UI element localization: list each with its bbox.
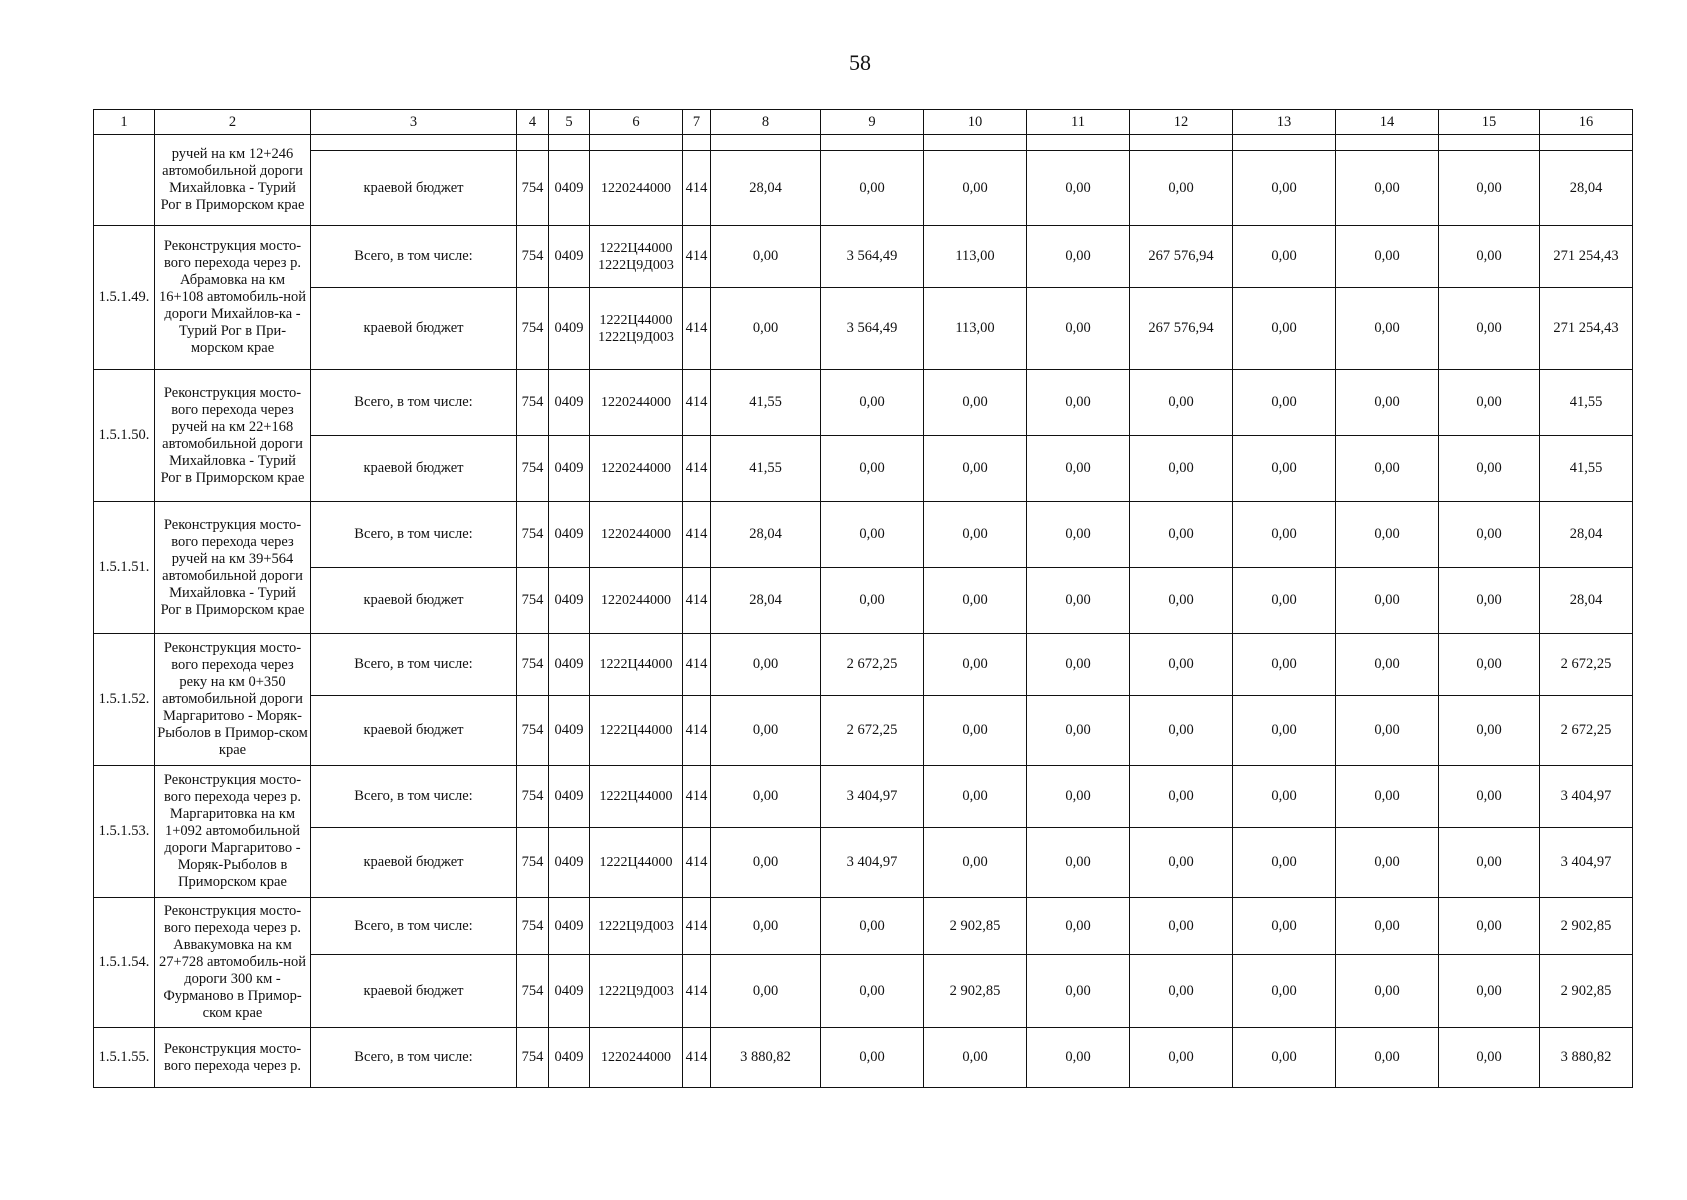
value-cell: 41,55 — [1540, 370, 1633, 436]
blank-cell — [549, 135, 590, 151]
value-cell: 271 254,43 — [1540, 288, 1633, 370]
value-cell: 0,00 — [711, 634, 821, 696]
value-cell: 0,00 — [821, 151, 924, 226]
code-col6: 1222Ц9Д003 — [590, 898, 683, 955]
blank-cell — [1336, 135, 1439, 151]
value-cell: 2 672,25 — [1540, 696, 1633, 766]
value-cell: 0,00 — [1027, 370, 1130, 436]
value-cell: 0,00 — [1233, 568, 1336, 634]
code-col5: 0409 — [549, 436, 590, 502]
value-cell: 0,00 — [1439, 898, 1540, 955]
value-cell: 0,00 — [1439, 766, 1540, 828]
value-cell: 0,00 — [1439, 370, 1540, 436]
code-col7: 414 — [683, 370, 711, 436]
budget-table — [93, 109, 1633, 1088]
value-cell: 0,00 — [1130, 370, 1233, 436]
code-col6: 1222Ц44000 — [590, 766, 683, 828]
table-row — [94, 955, 1633, 1028]
item-name: Реконструкция мосто-вого перехода через ручей на км 22+168 автомобильной дороги Михайловка - Турий Рог в Приморском крае — [155, 370, 311, 502]
value-cell: 0,00 — [1130, 634, 1233, 696]
value-cell: 0,00 — [1336, 1028, 1439, 1088]
value-cell: 0,00 — [1027, 151, 1130, 226]
value-cell: 0,00 — [1336, 898, 1439, 955]
code-col6: 1220244000 — [590, 151, 683, 226]
column-header: 13 — [1233, 110, 1336, 135]
code-col5: 0409 — [549, 898, 590, 955]
value-cell: 0,00 — [1439, 568, 1540, 634]
table-row — [94, 1028, 1633, 1088]
column-number-row — [94, 110, 1633, 135]
value-cell: 0,00 — [1130, 766, 1233, 828]
value-cell: 0,00 — [1027, 568, 1130, 634]
column-header: 10 — [924, 110, 1027, 135]
value-cell: 0,00 — [1233, 436, 1336, 502]
item-number: 1.5.1.49. — [94, 226, 155, 370]
code-col5: 0409 — [549, 955, 590, 1028]
code-col5: 0409 — [549, 151, 590, 226]
value-cell: 0,00 — [1336, 696, 1439, 766]
item-name: Реконструкция мосто-вого перехода через р. Аввакумовка на км 27+728 автомобиль-ной дороги 300 км - Фурманово в Примор-ском крае — [155, 898, 311, 1028]
value-cell: 0,00 — [1336, 226, 1439, 288]
blank-cell — [924, 135, 1027, 151]
column-header: 14 — [1336, 110, 1439, 135]
value-cell: 28,04 — [1540, 568, 1633, 634]
code-col4: 754 — [517, 696, 549, 766]
value-cell: 0,00 — [1027, 955, 1130, 1028]
code-col7: 414 — [683, 151, 711, 226]
value-cell: 0,00 — [1233, 828, 1336, 898]
value-cell: 0,00 — [924, 634, 1027, 696]
value-cell: 0,00 — [1233, 1028, 1336, 1088]
value-cell: 0,00 — [1233, 955, 1336, 1028]
code-col7: 414 — [683, 634, 711, 696]
blank-cell — [1439, 135, 1540, 151]
value-cell: 0,00 — [1336, 828, 1439, 898]
value-cell: 0,00 — [1027, 436, 1130, 502]
value-cell: 0,00 — [1027, 898, 1130, 955]
value-cell: 271 254,43 — [1540, 226, 1633, 288]
value-cell: 0,00 — [1233, 288, 1336, 370]
item-number: 1.5.1.50. — [94, 370, 155, 502]
code-col5: 0409 — [549, 766, 590, 828]
value-cell: 0,00 — [924, 828, 1027, 898]
value-cell: 3 404,97 — [821, 766, 924, 828]
item-number: 1.5.1.55. — [94, 1028, 155, 1088]
page-number: 58 — [849, 50, 871, 75]
item-name: Реконструкция мосто-вого перехода через реку на км 0+350 автомобильной дороги Маргаритово - Моряк-Рыболов в Примор-ском крае — [155, 634, 311, 766]
code-col4: 754 — [517, 1028, 549, 1088]
value-cell: 0,00 — [821, 436, 924, 502]
code-col7: 414 — [683, 436, 711, 502]
value-cell: 0,00 — [1130, 151, 1233, 226]
value-cell: 0,00 — [1439, 436, 1540, 502]
value-cell: 41,55 — [711, 436, 821, 502]
code-col7: 414 — [683, 226, 711, 288]
value-cell: 0,00 — [924, 370, 1027, 436]
value-cell: 0,00 — [1439, 634, 1540, 696]
item-name: Реконструкция мосто-вого перехода через р. Абрамовка на км 16+108 автомобиль-ной дороги Михайлов-ка - Турий Рог в При-морском крае — [155, 226, 311, 370]
item-number: 1.5.1.51. — [94, 502, 155, 634]
value-cell: 0,00 — [1439, 828, 1540, 898]
value-cell: 0,00 — [1130, 436, 1233, 502]
code-col7: 414 — [683, 1028, 711, 1088]
funding-source: Всего, в том числе: — [311, 634, 517, 696]
column-header: 1 — [94, 110, 155, 135]
code-col6: 1220244000 — [590, 502, 683, 568]
value-cell: 0,00 — [1027, 502, 1130, 568]
code-col4: 754 — [517, 828, 549, 898]
value-cell: 0,00 — [1027, 766, 1130, 828]
funding-source: Всего, в том числе: — [311, 766, 517, 828]
code-col5: 0409 — [549, 634, 590, 696]
blank-cell — [711, 135, 821, 151]
code-col6: 1222Ц44000 — [590, 828, 683, 898]
code-col4: 754 — [517, 226, 549, 288]
value-cell: 0,00 — [821, 568, 924, 634]
code-col5: 0409 — [549, 568, 590, 634]
code-col4: 754 — [517, 502, 549, 568]
funding-source: краевой бюджет — [311, 696, 517, 766]
funding-source: Всего, в том числе: — [311, 502, 517, 568]
column-header: 12 — [1130, 110, 1233, 135]
blank-cell — [1130, 135, 1233, 151]
column-header: 16 — [1540, 110, 1633, 135]
value-cell: 0,00 — [1027, 1028, 1130, 1088]
value-cell: 0,00 — [1130, 1028, 1233, 1088]
code-col4: 754 — [517, 898, 549, 955]
code-col4: 754 — [517, 766, 549, 828]
value-cell: 267 576,94 — [1130, 226, 1233, 288]
funding-source: краевой бюджет — [311, 955, 517, 1028]
value-cell: 0,00 — [711, 955, 821, 1028]
value-cell: 0,00 — [924, 766, 1027, 828]
table-row — [94, 151, 1633, 226]
column-header: 6 — [590, 110, 683, 135]
code-col7: 414 — [683, 955, 711, 1028]
column-header: 7 — [683, 110, 711, 135]
value-cell: 0,00 — [711, 898, 821, 955]
column-header: 3 — [311, 110, 517, 135]
value-cell: 0,00 — [924, 502, 1027, 568]
value-cell: 0,00 — [1130, 828, 1233, 898]
funding-source: краевой бюджет — [311, 568, 517, 634]
value-cell: 0,00 — [1027, 696, 1130, 766]
code-col6: 1220244000 — [590, 370, 683, 436]
code-col6: 1222Ц44000 — [590, 696, 683, 766]
value-cell: 2 672,25 — [821, 634, 924, 696]
value-cell: 0,00 — [821, 370, 924, 436]
value-cell: 0,00 — [1439, 696, 1540, 766]
code-col6: 1220244000 — [590, 568, 683, 634]
value-cell: 0,00 — [1130, 898, 1233, 955]
item-number: 1.5.1.53. — [94, 766, 155, 898]
value-cell: 2 672,25 — [1540, 634, 1633, 696]
value-cell: 0,00 — [1233, 634, 1336, 696]
code-col4: 754 — [517, 436, 549, 502]
item-number: 1.5.1.54. — [94, 898, 155, 1028]
value-cell: 113,00 — [924, 226, 1027, 288]
code-col7: 414 — [683, 696, 711, 766]
value-cell: 2 902,85 — [924, 898, 1027, 955]
value-cell: 0,00 — [1336, 955, 1439, 1028]
column-header: 15 — [1439, 110, 1540, 135]
code-col7: 414 — [683, 766, 711, 828]
item-name: ручей на км 12+246 автомобильной дороги Михайловка - Турий Рог в Приморском крае — [155, 135, 311, 226]
blank-cell — [683, 135, 711, 151]
table-row — [94, 436, 1633, 502]
value-cell: 3 880,82 — [1540, 1028, 1633, 1088]
value-cell: 3 880,82 — [711, 1028, 821, 1088]
code-col6: 1220244000 — [590, 1028, 683, 1088]
value-cell: 0,00 — [1439, 955, 1540, 1028]
code-col5: 0409 — [549, 288, 590, 370]
blank-cell — [1540, 135, 1633, 151]
value-cell: 3 404,97 — [1540, 828, 1633, 898]
value-cell: 0,00 — [1336, 502, 1439, 568]
value-cell: 0,00 — [1233, 696, 1336, 766]
column-header: 5 — [549, 110, 590, 135]
value-cell: 0,00 — [821, 955, 924, 1028]
item-number: 1.5.1.52. — [94, 634, 155, 766]
table-row — [94, 502, 1633, 568]
code-col4: 754 — [517, 370, 549, 436]
value-cell: 113,00 — [924, 288, 1027, 370]
value-cell: 3 564,49 — [821, 226, 924, 288]
code-col5: 0409 — [549, 828, 590, 898]
blank-cell — [517, 135, 549, 151]
column-header: 4 — [517, 110, 549, 135]
table-row — [94, 898, 1633, 955]
funding-source: Всего, в том числе: — [311, 370, 517, 436]
value-cell: 0,00 — [821, 898, 924, 955]
funding-source: краевой бюджет — [311, 436, 517, 502]
value-cell: 0,00 — [1233, 502, 1336, 568]
item-name: Реконструкция мосто-вого перехода через р. — [155, 1028, 311, 1088]
column-header: 8 — [711, 110, 821, 135]
value-cell: 0,00 — [924, 436, 1027, 502]
value-cell: 41,55 — [1540, 436, 1633, 502]
value-cell: 0,00 — [1439, 288, 1540, 370]
funding-source: краевой бюджет — [311, 151, 517, 226]
value-cell: 0,00 — [1336, 568, 1439, 634]
value-cell: 0,00 — [1233, 370, 1336, 436]
value-cell: 0,00 — [1027, 288, 1130, 370]
blank-cell — [821, 135, 924, 151]
value-cell: 0,00 — [1439, 502, 1540, 568]
code-col5: 0409 — [549, 696, 590, 766]
code-col6: 1222Ц44000 1222Ц9Д003 — [590, 226, 683, 288]
funding-source: Всего, в том числе: — [311, 226, 517, 288]
value-cell: 0,00 — [1233, 898, 1336, 955]
value-cell: 3 564,49 — [821, 288, 924, 370]
funding-source: краевой бюджет — [311, 288, 517, 370]
code-col5: 0409 — [549, 502, 590, 568]
blank-cell — [590, 135, 683, 151]
value-cell: 0,00 — [1336, 151, 1439, 226]
code-col7: 414 — [683, 568, 711, 634]
value-cell: 0,00 — [1130, 696, 1233, 766]
table-row — [94, 696, 1633, 766]
value-cell: 0,00 — [1130, 502, 1233, 568]
code-col6: 1222Ц9Д003 — [590, 955, 683, 1028]
value-cell: 0,00 — [1233, 226, 1336, 288]
table-row — [94, 226, 1633, 288]
value-cell: 0,00 — [1336, 436, 1439, 502]
column-header: 9 — [821, 110, 924, 135]
code-col4: 754 — [517, 288, 549, 370]
value-cell: 0,00 — [1439, 226, 1540, 288]
value-cell: 28,04 — [711, 502, 821, 568]
value-cell: 0,00 — [1130, 955, 1233, 1028]
value-cell: 2 902,85 — [1540, 955, 1633, 1028]
blank-cell — [1233, 135, 1336, 151]
table-row — [94, 288, 1633, 370]
code-col7: 414 — [683, 828, 711, 898]
value-cell: 0,00 — [924, 696, 1027, 766]
value-cell: 0,00 — [1439, 1028, 1540, 1088]
value-cell: 28,04 — [1540, 151, 1633, 226]
code-col6: 1222Ц44000 — [590, 634, 683, 696]
value-cell: 0,00 — [711, 288, 821, 370]
value-cell: 0,00 — [711, 828, 821, 898]
code-col4: 754 — [517, 568, 549, 634]
value-cell: 28,04 — [711, 568, 821, 634]
table-row — [94, 766, 1633, 828]
value-cell: 28,04 — [711, 151, 821, 226]
code-col5: 0409 — [549, 1028, 590, 1088]
code-col4: 754 — [517, 634, 549, 696]
value-cell: 0,00 — [711, 226, 821, 288]
table-row — [94, 828, 1633, 898]
code-col5: 0409 — [549, 370, 590, 436]
value-cell: 0,00 — [1336, 766, 1439, 828]
value-cell: 0,00 — [924, 1028, 1027, 1088]
value-cell: 28,04 — [1540, 502, 1633, 568]
column-header: 2 — [155, 110, 311, 135]
blank-cell — [311, 135, 517, 151]
item-name: Реконструкция мосто-вого перехода через р. Маргаритовка на км 1+092 автомобильной дороги Маргаритово - Моряк-Рыболов в Приморском крае — [155, 766, 311, 898]
funding-source: краевой бюджет — [311, 828, 517, 898]
value-cell: 0,00 — [1027, 226, 1130, 288]
code-col7: 414 — [683, 502, 711, 568]
code-col6: 1222Ц44000 1222Ц9Д003 — [590, 288, 683, 370]
code-col5: 0409 — [549, 226, 590, 288]
value-cell: 41,55 — [711, 370, 821, 436]
value-cell: 0,00 — [1233, 151, 1336, 226]
code-col6: 1220244000 — [590, 436, 683, 502]
value-cell: 0,00 — [821, 502, 924, 568]
value-cell: 0,00 — [1027, 828, 1130, 898]
value-cell: 2 672,25 — [821, 696, 924, 766]
value-cell: 0,00 — [924, 151, 1027, 226]
continuation-strip-row — [94, 135, 1633, 151]
value-cell: 0,00 — [711, 696, 821, 766]
code-col4: 754 — [517, 955, 549, 1028]
value-cell: 0,00 — [1130, 568, 1233, 634]
value-cell: 0,00 — [1336, 370, 1439, 436]
value-cell: 0,00 — [1336, 634, 1439, 696]
code-col7: 414 — [683, 288, 711, 370]
value-cell: 267 576,94 — [1130, 288, 1233, 370]
item-name: Реконструкция мосто-вого перехода через ручей на км 39+564 автомобильной дороги Михайловка - Турий Рог в Приморском крае — [155, 502, 311, 634]
funding-source: Всего, в том числе: — [311, 1028, 517, 1088]
value-cell: 0,00 — [821, 1028, 924, 1088]
blank-cell — [1027, 135, 1130, 151]
code-col7: 414 — [683, 898, 711, 955]
column-header: 11 — [1027, 110, 1130, 135]
table-row — [94, 634, 1633, 696]
value-cell: 0,00 — [1439, 151, 1540, 226]
item-number — [94, 135, 155, 226]
value-cell: 0,00 — [1336, 288, 1439, 370]
value-cell: 2 902,85 — [924, 955, 1027, 1028]
value-cell: 0,00 — [1027, 634, 1130, 696]
value-cell: 0,00 — [1233, 766, 1336, 828]
value-cell: 3 404,97 — [821, 828, 924, 898]
table-row — [94, 370, 1633, 436]
value-cell: 0,00 — [711, 766, 821, 828]
table-row — [94, 568, 1633, 634]
funding-source: Всего, в том числе: — [311, 898, 517, 955]
code-col4: 754 — [517, 151, 549, 226]
value-cell: 0,00 — [924, 568, 1027, 634]
value-cell: 3 404,97 — [1540, 766, 1633, 828]
value-cell: 2 902,85 — [1540, 898, 1633, 955]
